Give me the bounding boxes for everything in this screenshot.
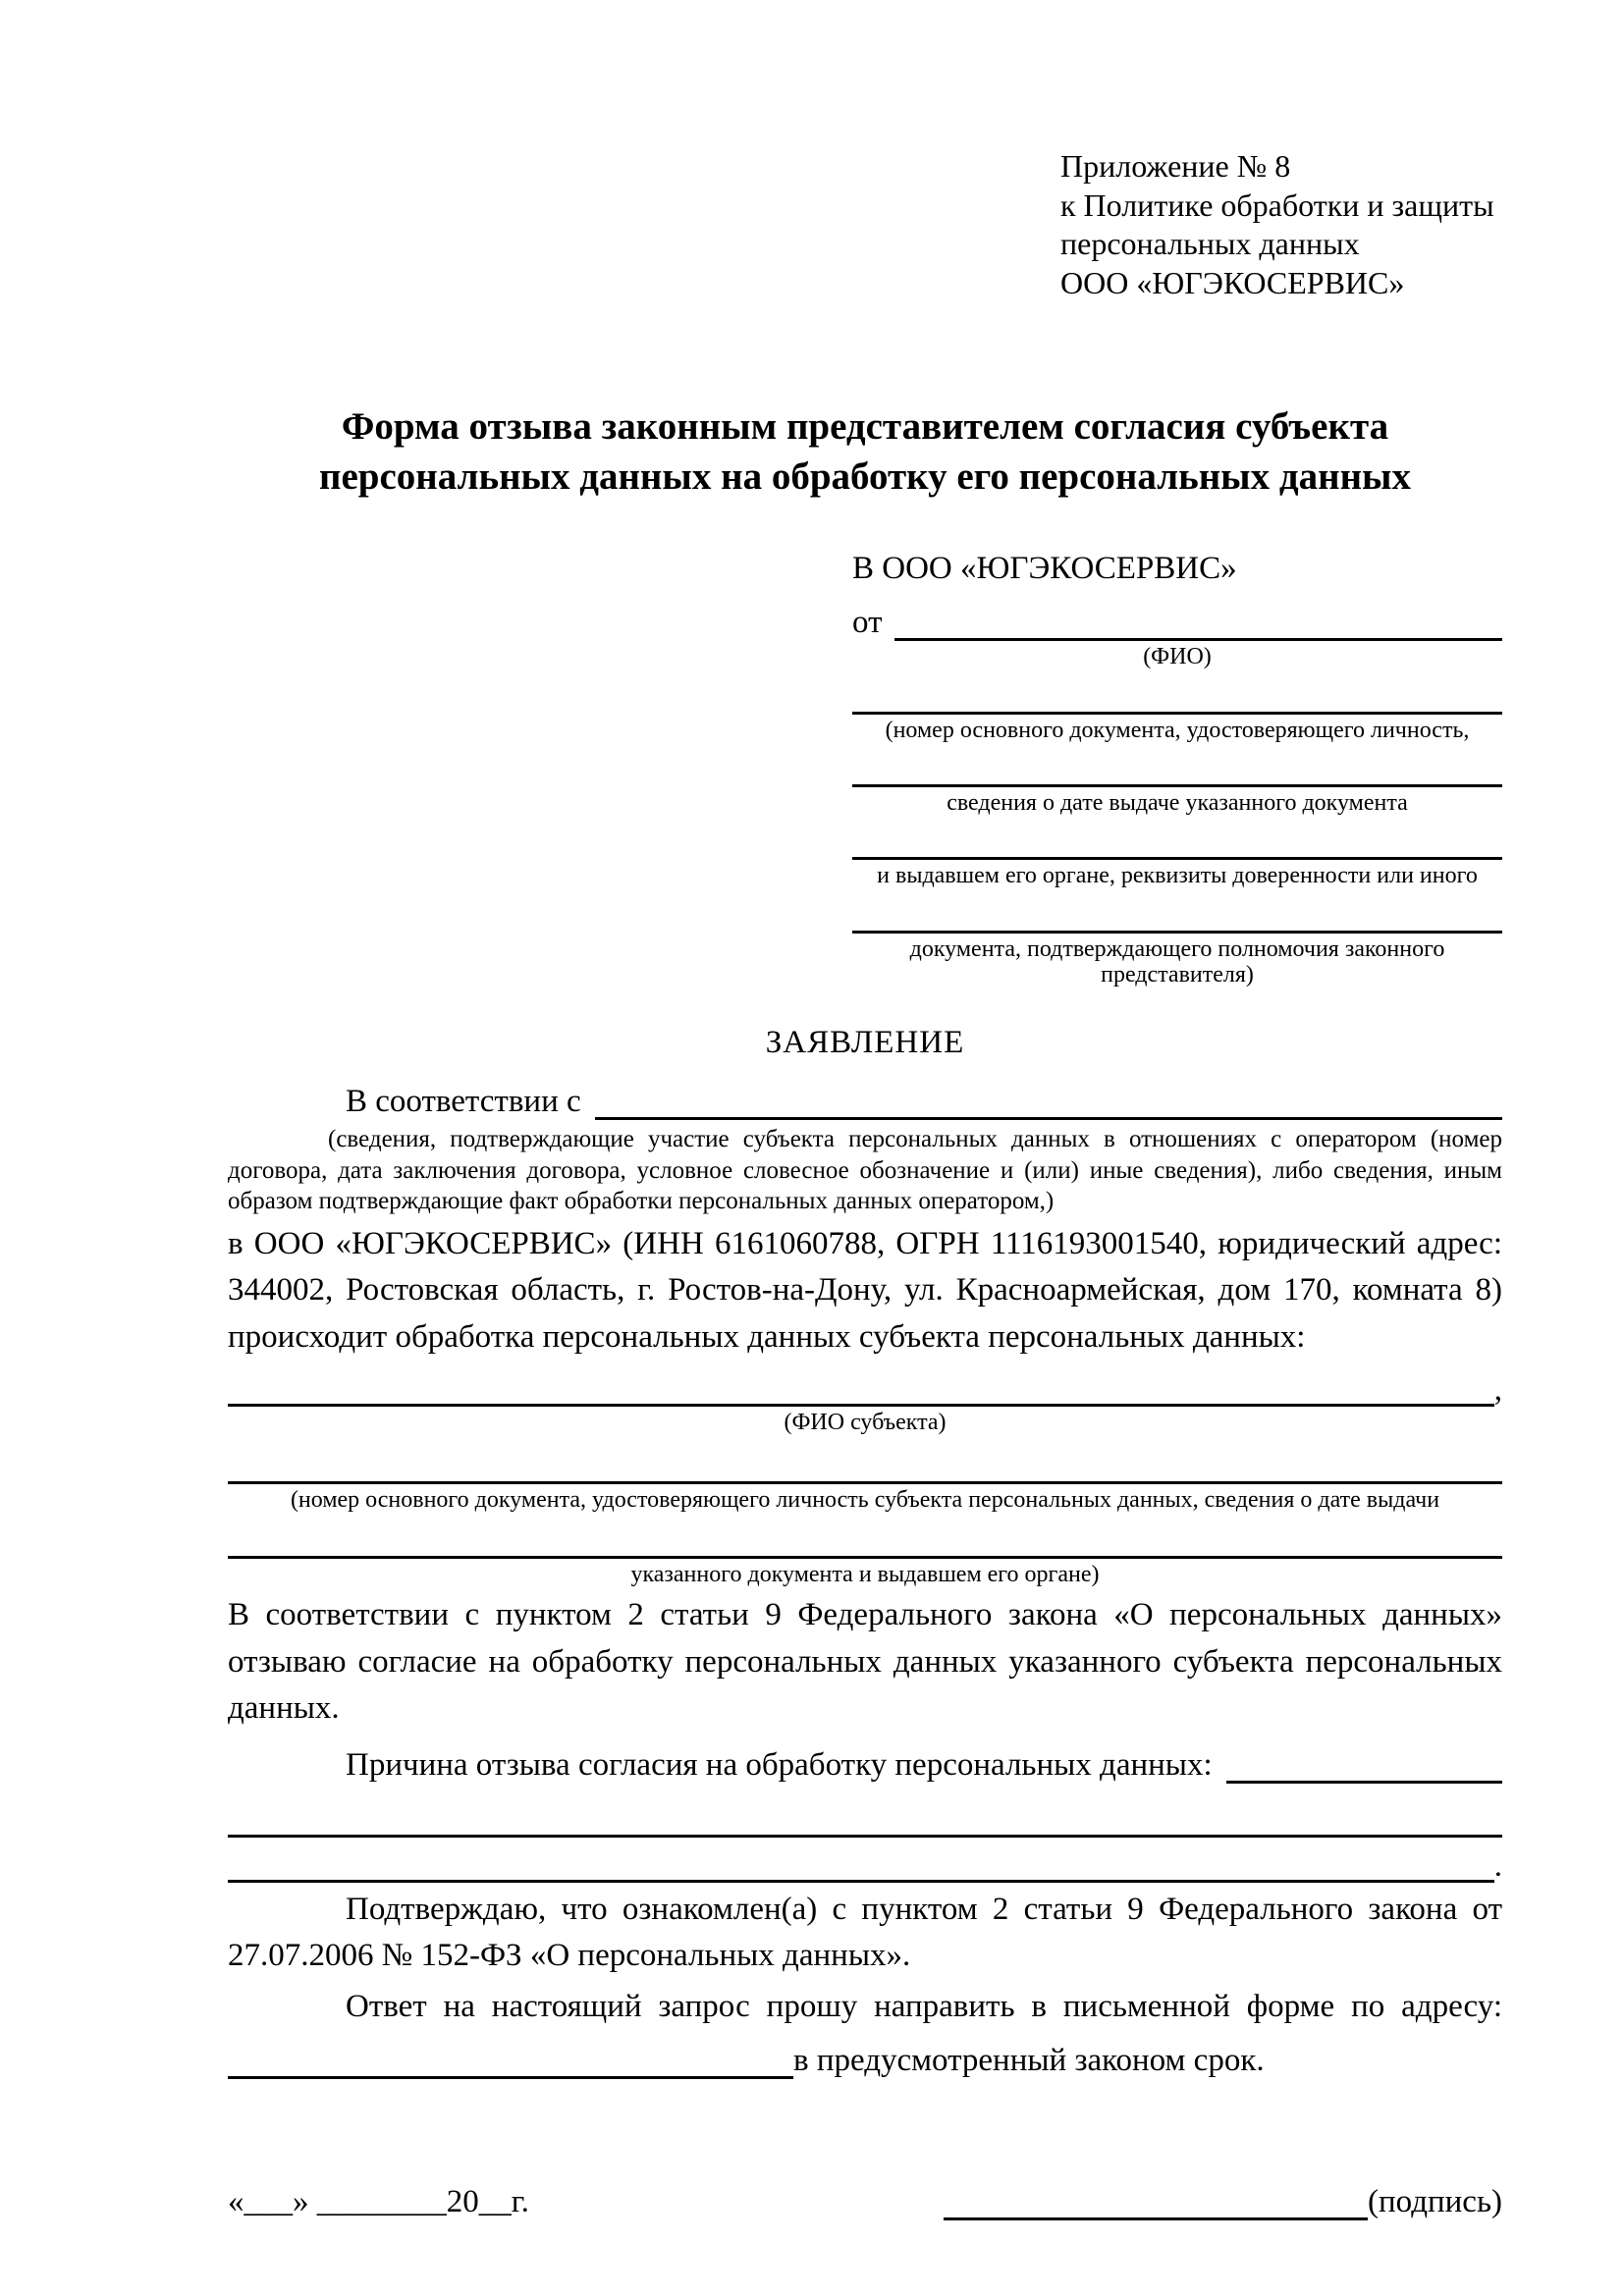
subject-fio-blank-line (228, 1404, 1494, 1407)
confirm-paragraph: Подтверждаю, что ознакомлен(а) с пунктом 2 статьи 9 Федерального закона от 27.07.2006 № 152-ФЗ «О персональных данных». (228, 1891, 1502, 1974)
in-accordance-blank-line (595, 1117, 1502, 1120)
reason-label: Причина отзыва согласия на обработку персональных данных: (346, 1746, 1213, 1783)
representative-doc-blank-line (852, 816, 1502, 860)
reply-address-field (228, 2030, 1502, 2079)
subject-doc-caption-2: указанного документа и выдавшем его органе) (630, 1561, 1100, 1587)
from-field (852, 598, 1502, 641)
reason-field (228, 1736, 1502, 1784)
subject-doc-blank-line (228, 1436, 1502, 1484)
reply-tail-text: в предусмотренный законом срок. (793, 2043, 1265, 2079)
reply-address-blank-line (228, 2076, 793, 2079)
comma-glyph: , (1493, 1371, 1502, 1408)
document-title (228, 401, 1502, 503)
subject-fio-field (228, 1362, 1502, 1407)
reason-blank-line-2 (228, 1784, 1502, 1838)
from-label: от (852, 605, 883, 641)
document-title-line-1: Форма отзыва законным представителем согласия субъекта (341, 404, 1389, 448)
document-title-line-2: персональных данных на обработку его персональных данных (318, 455, 1412, 499)
addressee-block (852, 550, 1502, 988)
reason-blank-line-3 (228, 1880, 1494, 1883)
reason-blank-line-3-row (228, 1838, 1502, 1883)
reason-blank-line (1226, 1781, 1502, 1784)
in-accordance-field (228, 1073, 1502, 1120)
representative-doc-caption-3: и выдавшем его органе, реквизиты доверенности или иного (877, 863, 1478, 889)
annex-header (1060, 147, 1502, 303)
annex-header-line: к Политике обработки и защиты (1060, 187, 1494, 223)
annex-header-line: ООО «ЮГЭКОСЕРВИС» (1060, 265, 1405, 301)
operator-paragraph: в ООО «ЮГЭКОСЕРВИС» (ИНН 6161060788, ОГРН 1116193001540, юридический адрес: 344002, Ростовская область, г. Ростов-на-Дону, ул. Красноармейская, дом 170, комната 8) происходит обработка персональных данных субъекта персональных данных: (228, 1225, 1502, 1355)
representative-doc-caption-2: сведения о дате выдаче указанного документа (947, 790, 1408, 816)
annex-header-line: персональных данных (1060, 226, 1360, 262)
representative-doc-blank-line (852, 743, 1502, 787)
signature-caption: (подпись) (1368, 2184, 1502, 2220)
representative-doc-caption-1: (номер основного документа, удостоверяющего личность, (885, 717, 1470, 743)
representative-doc-blank-line (852, 889, 1502, 934)
fio-caption: (ФИО) (1143, 644, 1212, 670)
representative-doc-caption-4: документа, подтверждающего полномочия законного представителя) (909, 935, 1445, 988)
annex-header-line: Приложение № 8 (1060, 148, 1291, 184)
period-glyph: . (1493, 1847, 1502, 1884)
fine-print-note: (сведения, подтверждающие участие субъекта персональных данных в отношениях с оператором (номер договора, дата заключения договора, условное словесное обозначение и (или) иные сведения), либо сведения, иным образом подтверждающие факт обработки персональных данных оператором,) (228, 1126, 1502, 1215)
signature-field (944, 2184, 1502, 2220)
representative-doc-blank-line (852, 670, 1502, 715)
signature-row (228, 2173, 1502, 2220)
subject-doc-caption-1: (номер основного документа, удостоверяющего личность субъекта персональных данных, сведения о дате выдачи (290, 1487, 1440, 1514)
statement-heading: ЗАЯВЛЕНИЕ (765, 1024, 965, 1060)
subject-doc-blank-line (228, 1515, 1502, 1559)
subject-fio-caption: (ФИО субъекта) (784, 1409, 947, 1435)
addressee-organization: В ООО «ЮГЭКОСЕРВИС» (852, 550, 1237, 586)
reply-paragraph: Ответ на настоящий запрос прошу направить в письменной форме по адресу: (346, 1988, 1502, 2024)
from-blank-line (894, 638, 1503, 641)
signature-blank-line (944, 2217, 1368, 2220)
document-content (228, 147, 1502, 2220)
in-accordance-label: В соответствии с (346, 1084, 581, 1120)
date-blank-text: «___» ________20__г. (228, 2184, 529, 2220)
withdraw-paragraph: В соответствии с пунктом 2 статьи 9 Федерального закона «О персональных данных» отзываю согласие на обработку персональных данных указанного субъекта персональных данных. (228, 1597, 1502, 1727)
